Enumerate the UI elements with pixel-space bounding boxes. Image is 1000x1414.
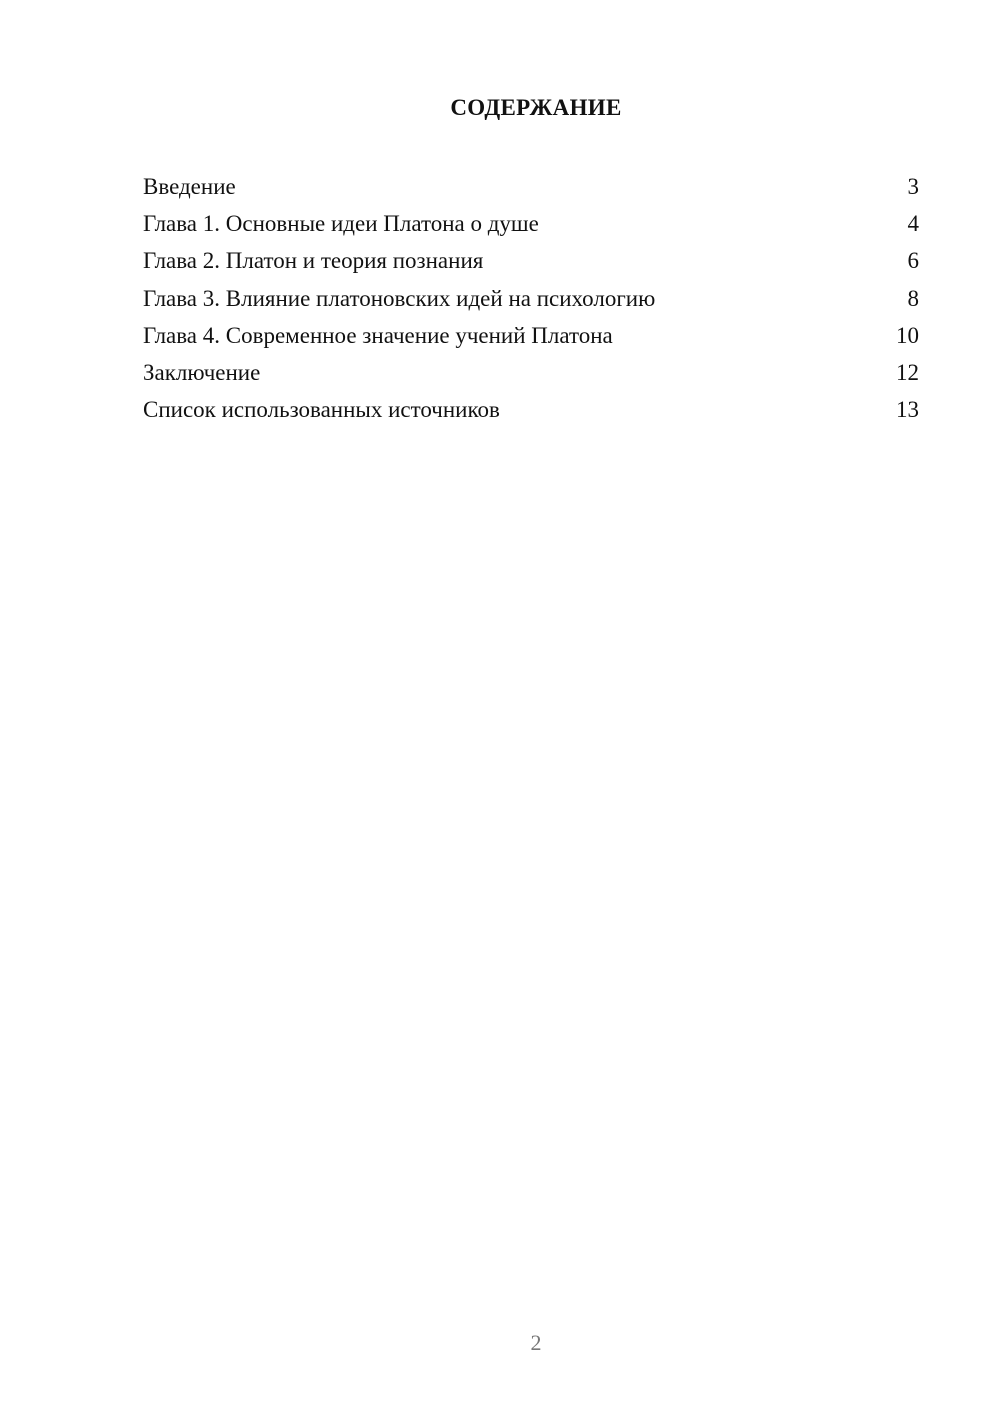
toc-entry-page: 6 <box>907 248 919 274</box>
toc-entry-references[interactable] <box>143 391 919 428</box>
toc-entry-page: 4 <box>907 211 919 237</box>
page-number: 2 <box>530 1330 542 1355</box>
toc-entry-page: 13 <box>896 397 919 423</box>
toc-entry-title: Глава 4. Современное значение учений Платона <box>143 322 613 348</box>
toc-entry-introduction[interactable] <box>143 168 919 205</box>
toc-entry-page: 3 <box>907 174 919 199</box>
toc-entry-chapter-2[interactable] <box>143 242 919 279</box>
toc-entry-title: Глава 1. Основные идеи Платона о душе <box>143 211 539 237</box>
toc-entry-title: Глава 2. Платон и теория познания <box>143 248 484 274</box>
toc-entry-page: 12 <box>896 359 919 385</box>
toc-entry-title: Глава 3. Влияние платоновских идей на психологию <box>143 285 656 311</box>
toc-entry-page: 8 <box>907 285 919 311</box>
toc-entry-chapter-4[interactable] <box>143 317 919 354</box>
table-of-contents <box>143 168 919 428</box>
toc-entry-title: Список использованных источников <box>143 397 500 423</box>
toc-entry-chapter-3[interactable] <box>143 280 919 317</box>
toc-entry-conclusion[interactable] <box>143 354 919 391</box>
toc-entry-title: Введение <box>143 174 236 199</box>
toc-entry-chapter-1[interactable] <box>143 205 919 242</box>
toc-entry-page: 10 <box>896 322 919 348</box>
toc-entry-title: Заключение <box>143 359 261 385</box>
page-title: СОДЕРЖАНИЕ <box>450 95 622 120</box>
